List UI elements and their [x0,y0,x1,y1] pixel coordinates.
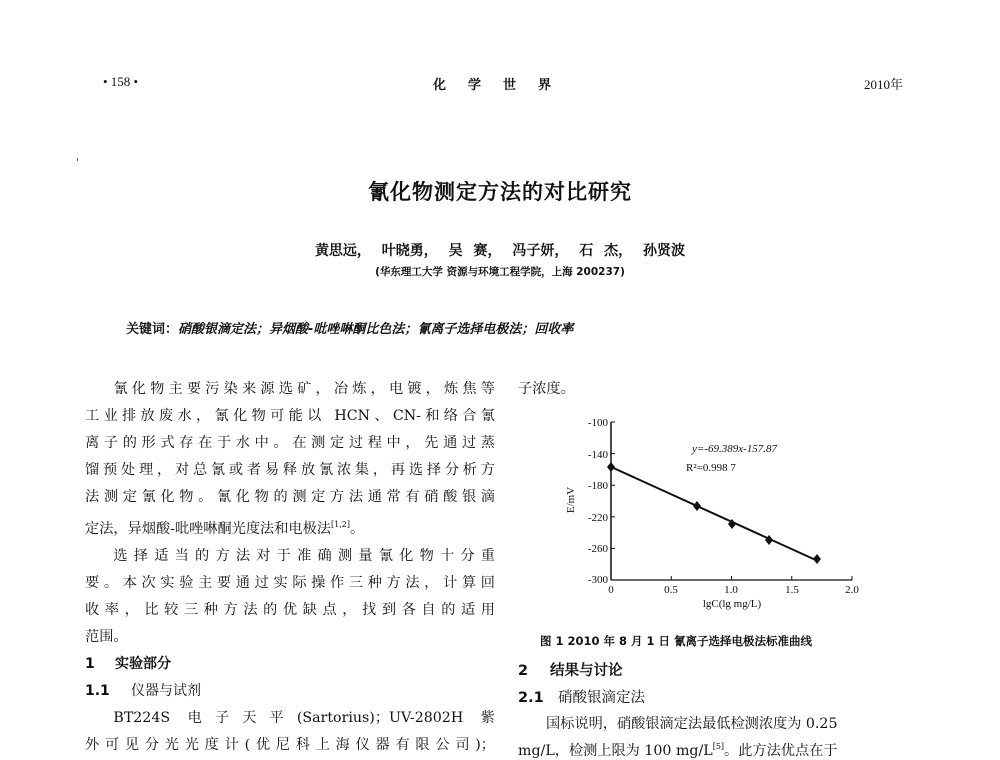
affiliation: (华东理工大学 资源与环境工程学院，上海 200237) [375,266,625,278]
section-title: 硝酸银滴定法 [558,690,645,706]
keywords-label: 关键词： [126,322,179,337]
body-text: 。 [349,521,365,537]
body-text: mg/L，检测上限为 100 mg/L [518,743,713,759]
citation: [5] [712,742,725,751]
fit-line [611,467,816,560]
section-number: 1.1 [85,683,110,699]
calibration-chart [540,405,880,625]
issue-year: 2010年 [863,77,903,92]
x-tick-label: 1.0 [724,584,738,596]
body-line [85,511,495,543]
y-tick-label: -220 [587,512,608,524]
body-line: 馏预处理，对总氰或者易释放氰浓集，再选择分析方 [85,462,495,478]
body-text: 定法，异烟酸-吡唑啉酮光度法和电极法 [85,521,331,537]
r-squared: R²=0.998 7 [686,462,736,474]
y-tick-label: -140 [587,449,608,461]
section-number: 2.1 [518,690,544,706]
x-tick-label: 1.5 [785,584,799,596]
body-line: 氰化物主要污染来源选矿，冶炼，电镀，炼焦等 [113,381,495,397]
body-line: 工业排放废水，氰化物可能以 HCN、CN-和络合氰 [85,408,495,424]
data-point [693,501,701,511]
section-title: 结果与讨论 [550,663,623,679]
section-title: 仪器与试剂 [131,683,201,699]
body-line: 法测定氰化物。氰化物的测定方法通常有硝酸银滴 [85,489,495,505]
body-line: 要。本次实验主要通过实际操作三种方法，计算回 [85,575,495,591]
body-line: 范围。 [85,629,128,645]
body-line: 国标说明，硝酸银滴定法最低检测浓度为 0.25 [546,716,838,732]
running-header [103,74,903,94]
author-list: 黄思远， 叶晓勇， 吴 赛， 冯子妍， 石 杰， 孙贤波 [314,243,686,259]
section-number: 2 [518,663,529,679]
figure-caption: 图 1 2010 年 8 月 1 日 氰离子选择电极法标准曲线 [540,634,813,648]
body-line: 离子的形式存在于水中。在测定过程中，先通过蒸 [85,435,495,451]
citation: [1,2] [330,520,350,529]
x-tick-label: 2.0 [845,584,859,596]
section-heading-2-1 [518,686,645,707]
scan-artifact [77,158,78,161]
body-text: 。此方法优点在于 [724,743,838,759]
left-column [85,376,495,759]
regression-equation: y=-69.389x-157.87 [692,443,778,455]
body-line: 收率，比较三种方法的优缺点，找到各自的适用 [85,602,495,618]
body-line: BT224S 电子天平(Sartorius)；UV-2802H 紫 [113,710,495,726]
y-axis-title: E/mV [565,486,577,514]
keywords [126,318,573,337]
y-tick-label: -300 [587,574,608,586]
x-tick-label: 0.5 [664,584,678,596]
keywords-text: 硝酸银滴定法；异烟酸-吡唑啉酮比色法；氰离子选择电极法；回收率 [178,322,574,337]
page-number: • 158 • [103,74,139,89]
section-heading-1-1 [85,678,495,705]
y-tick-label: -260 [587,543,608,555]
data-point [607,462,615,472]
y-tick-label: -100 [587,417,608,429]
body-line: 选择适当的方法对于准确测量氰化物十分重 [113,548,495,564]
section-heading-2 [518,659,623,680]
y-tick-label: -180 [587,480,608,492]
body-line: 外可见分光光度计(优尼科上海仪器有限公司)； [85,737,495,753]
body-line [518,740,838,760]
section-number: 1 [85,656,95,672]
y-tick-labels [588,417,609,586]
x-tick-label: 0 [608,584,614,596]
journal-name: 化学世界 [433,78,574,93]
article-title: 氰化物测定方法的对比研究 [368,180,632,204]
x-tick-labels [608,584,859,596]
x-axis-title: lgC(lg mg/L) [702,598,762,610]
section-heading-1 [85,651,495,678]
section-title: 实验部分 [115,656,171,672]
right-column-continuation: 子浓度。 [518,381,575,397]
data-point [813,554,821,564]
